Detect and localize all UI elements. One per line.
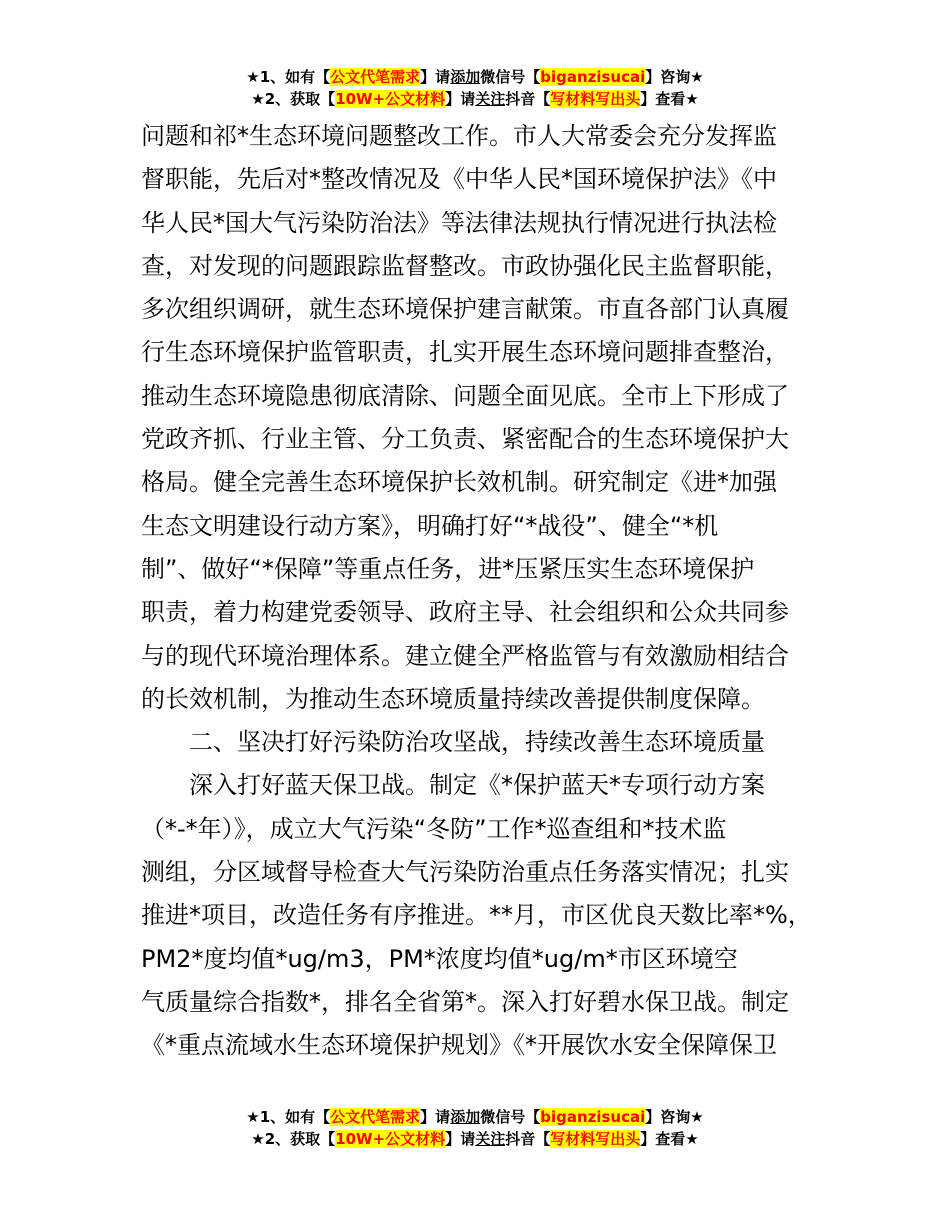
banner-text: ★1、如有【 [246,1108,331,1126]
banner-text: 】查看★ [640,90,699,108]
body-line: 职责，着力构建党委领导、政府主导、社会组织和公众共同参 [141,598,789,627]
banner-highlight: 公文代笔需求 [330,1108,421,1126]
banner-text: 微信号【 [480,68,541,86]
header-banner-line-1 [0,66,950,88]
body-line: 党政齐抓、行业主管、分工负责、紧密配合的生态环境保护大 [141,425,789,454]
body-line: 《*重点流域水生态环境保护规划》《*开展饮水安全保障保卫 [141,1031,777,1060]
banner-text: ★2、获取【 [251,1130,336,1148]
footer-banner-line-2 [0,1128,950,1150]
banner-highlight: 写材料写出头 [550,1130,641,1148]
banner-text: 】请 [445,1130,476,1148]
banner-underlined-text: 添加 [450,68,481,86]
body-line: 多次组织调研，就生态环境保护建言献策。市直各部门认真履 [141,295,789,324]
banner-text: 抖音【 [505,90,551,108]
body-line: 测组，分区域督导检查大气污染防治重点任务落实情况；扎实 [141,858,789,887]
body-line: 格局。健全完善生态环境保护长效机制。研究制定《进*加强 [141,468,777,497]
banner-highlight: biganzisucai [540,1108,646,1126]
banner-text: ★1、如有【 [246,68,331,86]
banner-highlight: 10W+公文材料 [335,90,446,108]
body-line: 查，对发现的问题跟踪监督整改。市政协强化民主监督职能， [141,251,789,280]
body-line: 与的现代环境治理体系。建立健全严格监管与有效激励相结合 [141,641,789,670]
body-line: PM2*度均值*ug/m3，PM*浓度均值*ug/m*市区环境空 [141,944,738,973]
banner-text: 】查看★ [640,1130,699,1148]
banner-text: 】咨询★ [645,1108,704,1126]
body-line: 推进*项目，改造任务有序推进。**月，市区优良天数比率*%， [141,901,812,930]
body-line: （*-*年）》，成立大气污染“冬防”工作*巡查组和*技术监 [141,814,727,843]
banner-text: 】咨询★ [645,68,704,86]
banner-text: 】请 [420,68,451,86]
banner-text: 】请 [420,1108,451,1126]
banner-text: ★2、获取【 [251,90,336,108]
document-body [141,115,821,1068]
banner-text: 】请 [445,90,476,108]
body-line: 气质量综合指数*，排名全省第*。深入打好碧水保卫战。制定 [141,987,789,1016]
banner-highlight: 公文代笔需求 [330,68,421,86]
banner-text: 抖音【 [505,1130,551,1148]
banner-highlight: 写材料写出头 [550,90,641,108]
banner-highlight: 10W+公文材料 [335,1130,446,1148]
body-line: 问题和祁*生态环境问题整改工作。市人大常委会充分发挥监 [141,122,777,150]
body-line: 推动生态环境隐患彻底清除、问题全面见底。全市上下形成了 [141,381,789,410]
banner-underlined-text: 关注 [475,90,506,108]
section-heading: 二、坚决打好污染防治攻坚战，持续改善生态环境质量 [189,728,765,757]
header-banner [0,66,950,110]
banner-highlight: biganzisucai [540,68,646,86]
body-line: 督职能，先后对*整改情况及《中华人民*国环境保护法》《中 [141,165,777,194]
body-line: 华人民*国大气污染防治法》等法律法规执行情况进行执法检 [141,208,777,237]
body-line: 深入打好蓝天保卫战。制定《*保护蓝天*专项行动方案 [189,771,765,800]
footer-banner-line-1 [0,1106,950,1128]
banner-underlined-text: 关注 [475,1130,506,1148]
footer-banner [0,1106,950,1150]
body-line: 的长效机制，为推动生态环境质量持续改善提供制度保障。 [141,684,765,713]
body-line: 生态文明建设行动方案》，明确打好“*战役”、健全“*机 [141,511,719,540]
body-line: 制”、做好“*保障”等重点任务，进*压紧压实生态环境保护 [141,554,755,583]
header-banner-line-2 [0,88,950,110]
body-line: 行生态环境保护监管职责，扎实开展生态环境问题排查整治， [141,338,789,367]
banner-text: 微信号【 [480,1108,541,1126]
banner-underlined-text: 添加 [450,1108,481,1126]
